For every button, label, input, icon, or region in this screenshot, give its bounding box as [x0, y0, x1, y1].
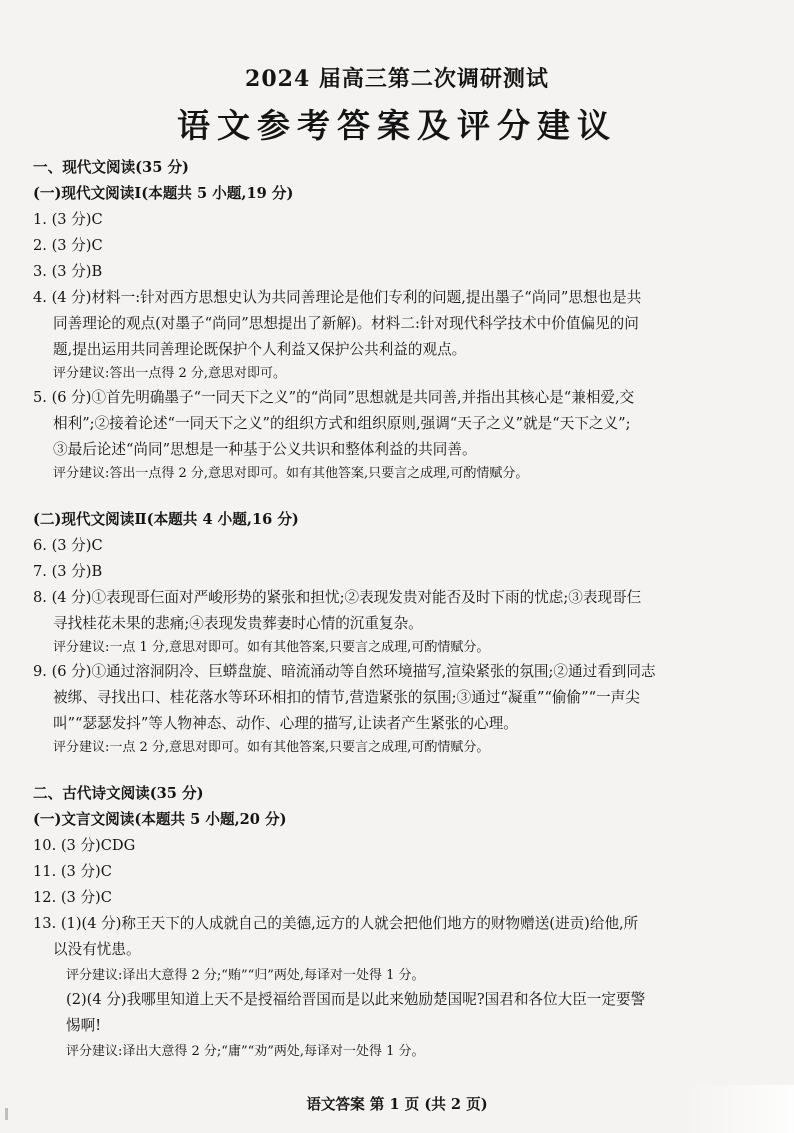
scoring-note: 评分建议:答出一点得 2 分,意思对即可。如有其他答案,只要言之成理,可酌情赋分。: [53, 466, 529, 481]
answer-line: 10. (3 分)CDG: [33, 837, 136, 854]
answer-line: 9. (6 分)①通过溶洞阴冷、巨蟒盘旋、暗流涌动等自然环境描写,渲染紧张的氛围;②通过看到同志: [33, 663, 656, 680]
scan-glare: [684, 1085, 794, 1133]
answer-line: 4. (4 分)材料一:针对西方思想史认为共同善理论是他们专利的问题,提出墨子“尚同”思想也是共: [33, 289, 642, 306]
page-footer: 语文答案 第 1 页 (共 2 页): [306, 1096, 488, 1113]
answer-line: 2. (3 分)C: [33, 237, 103, 254]
subsection-heading: (一)现代文阅读Ⅰ(本题共 5 小题,19 分): [33, 185, 294, 202]
scoring-note: 评分建议:译出大意得 2 分;“贿”“归”两处,每译对一处得 1 分。: [66, 968, 425, 983]
answer-line: 7. (3 分)B: [33, 563, 103, 580]
answer-line: 13. (1)(4 分)称王天下的人成就自己的美德,远方的人就会把他们地方的财物赠送(进贡)给他,所: [33, 915, 639, 932]
document-title: 语文参考答案及评分建议: [177, 106, 617, 145]
scoring-note: 评分建议:答出一点得 2 分,意思对即可。: [53, 366, 287, 381]
answer-line: 相利”;②接着论述“一同天下之义”的组织方式和组织原则,强调“天子之义”就是“天下之义”;: [53, 415, 631, 432]
answer-line: 1. (3 分)C: [33, 211, 103, 228]
answer-line: (2)(4 分)我哪里知道上天不是授福给晋国而是以此来勉励楚国呢?国君和各位大臣一定要警: [66, 991, 646, 1008]
subsection-heading: (二)现代文阅读Ⅱ(本题共 4 小题,16 分): [33, 511, 299, 528]
scan-mark: [5, 1108, 8, 1120]
answer-line: 惕啊!: [66, 1017, 102, 1034]
section-heading: 一、现代文阅读(35 分): [33, 159, 189, 176]
answer-line: 8. (4 分)①表现哥仨面对严峻形势的紧张和担忧;②表现发贵对能否及时下雨的忧虑;③表现哥仨: [33, 589, 642, 606]
exam-title: 2024 届高三第二次调研测试: [245, 66, 549, 92]
answer-line: 5. (6 分)①首先明确墨子“一同天下之义”的“尚同”思想就是共同善,并指出其核心是“兼相爱,交: [33, 389, 635, 406]
scoring-note: 评分建议:译出大意得 2 分;“庸”“劝”两处,每译对一处得 1 分。: [66, 1044, 425, 1059]
answer-line: 叫”“瑟瑟发抖”等人物神态、动作、心理的描写,让读者产生紧张的心理。: [53, 715, 518, 732]
scoring-note: 评分建议:一点 2 分,意思对即可。如有其他答案,只要言之成理,可酌情赋分。: [53, 740, 490, 755]
answer-line: 11. (3 分)C: [33, 863, 112, 880]
scoring-note: 评分建议:一点 1 分,意思对即可。如有其他答案,只要言之成理,可酌情赋分。: [53, 640, 490, 655]
answer-line: 题,提出运用共同善理论既保护个人利益又保护公共利益的观点。: [53, 341, 467, 358]
answer-line: 被绑、寻找出口、桂花落水等环环相扣的情节,营造紧张的氛围;③通过“凝重”“偷偷”“一声尖: [53, 689, 640, 706]
answer-line: 12. (3 分)C: [33, 889, 112, 906]
subsection-heading: (一)文言文阅读(本题共 5 小题,20 分): [33, 811, 287, 828]
answer-line: 同善理论的观点(对墨子“尚同”思想提出了新解)。材料二:针对现代科学技术中价值偏见的问: [53, 315, 639, 332]
answer-line: 寻找桂花未果的悲痛;④表现发贵葬妻时心情的沉重复杂。: [53, 615, 423, 632]
answer-line: 3. (3 分)B: [33, 263, 103, 280]
answer-line: 6. (3 分)C: [33, 537, 103, 554]
answer-line: ③最后论述“尚同”思想是一种基于公义共识和整体利益的共同善。: [53, 441, 477, 458]
section-heading: 二、古代诗文阅读(35 分): [33, 785, 204, 802]
answer-line: 以没有忧患。: [53, 941, 141, 958]
